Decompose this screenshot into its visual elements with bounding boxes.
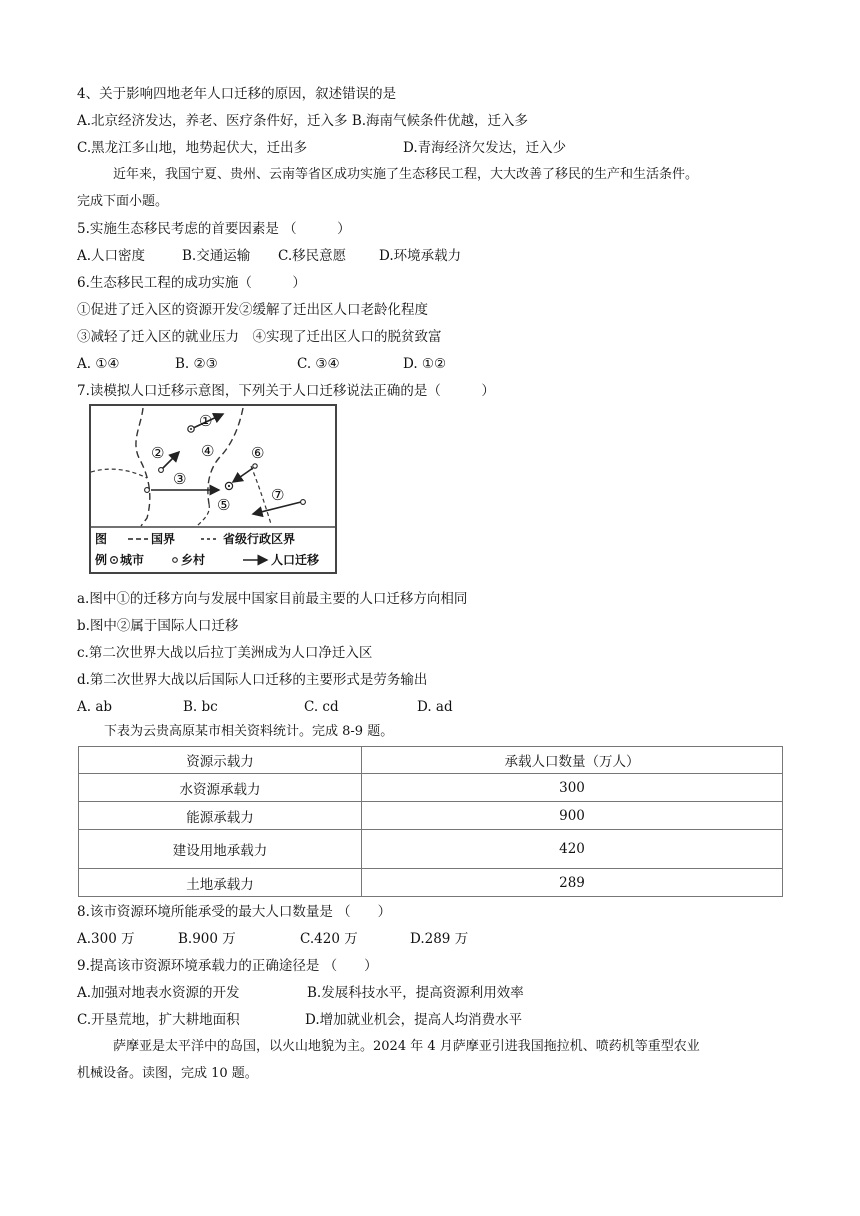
resource-capacity-table bbox=[78, 746, 783, 897]
table-header-population: 承载人口数量（万人） bbox=[362, 747, 783, 774]
table-cell: 能源承载力 bbox=[79, 802, 362, 830]
q8-option-c: C.420 万 bbox=[300, 931, 358, 947]
migration-diagram bbox=[89, 404, 337, 574]
q7-options bbox=[77, 697, 453, 717]
marker-6: ⑥ bbox=[251, 444, 265, 462]
table-cell: 土地承载力 bbox=[79, 869, 362, 897]
q7-stem: 7.读模拟人口迁移示意图，下列关于人口迁移说法正确的是（ ） bbox=[77, 383, 495, 399]
legend-title-1: 图 bbox=[95, 532, 108, 546]
q6-option-b: B. ②③ bbox=[175, 356, 218, 372]
q5-option-a: A.人口密度 bbox=[77, 248, 146, 264]
q6-option-c: C. ③④ bbox=[297, 356, 340, 372]
city-symbol bbox=[225, 482, 232, 489]
q6-stem: 6.生态移民工程的成功实施（ ） bbox=[77, 275, 306, 291]
legend-village-label: 乡村 bbox=[181, 553, 206, 567]
provincial-border-line bbox=[197, 504, 209, 526]
table-cell: 水资源承载力 bbox=[79, 774, 362, 802]
q6-options bbox=[77, 354, 446, 374]
q9-stem: 9.提高该市资源环境承载力的正确途径是 （ ） bbox=[77, 958, 378, 974]
legend-migration-label: 人口迁移 bbox=[271, 553, 320, 567]
provincial-border-line bbox=[251, 466, 271, 524]
q8-option-d: D.289 万 bbox=[410, 931, 469, 947]
legend-border-label: 国界 bbox=[151, 532, 176, 546]
q5-option-d: D.环境承载力 bbox=[379, 248, 462, 264]
q7-option-b: B. bc bbox=[183, 699, 218, 715]
q7-statement-a: a.图中①的迁移方向与发展中国家目前最主要的人口迁移方向相同 bbox=[77, 591, 468, 607]
q7-option-c: C. cd bbox=[304, 699, 339, 715]
q4-option-c: C.黑龙江多山地，地势起伏大，迁出多 bbox=[77, 140, 308, 156]
q7-statement-b: b.图中②属于国际人口迁移 bbox=[77, 618, 239, 634]
marker-4: ④ bbox=[201, 442, 215, 460]
table-row bbox=[79, 830, 783, 869]
migration-arrow-6 bbox=[233, 468, 253, 482]
table-cell: 420 bbox=[362, 830, 783, 869]
passage-table-intro: 下表为云贵高原某市相关资料统计。完成 8-9 题。 bbox=[104, 724, 394, 739]
q7-statement-c: c.第二次世界大战以后拉丁美洲成为人口净迁入区 bbox=[77, 645, 373, 661]
q7-option-d: D. ad bbox=[417, 699, 453, 715]
table-cell: 900 bbox=[362, 802, 783, 830]
national-border-line bbox=[136, 408, 150, 526]
q8-option-b: B.900 万 bbox=[178, 931, 236, 947]
village-symbol bbox=[145, 488, 150, 493]
table-cell: 建设用地承载力 bbox=[79, 830, 362, 869]
table-row bbox=[79, 869, 783, 897]
q5-options bbox=[77, 246, 461, 266]
passage-samoa: 萨摩亚是太平洋中的岛国，以火山地貌为主。2024 年 4 月萨摩亚引进我国拖拉机、喷药机等重型农业 bbox=[113, 1039, 700, 1054]
q4-option-d: D.青海经济欠发达，迁入少 bbox=[403, 140, 567, 156]
table-cell: 300 bbox=[362, 774, 783, 802]
table-cell: 289 bbox=[362, 869, 783, 897]
village-symbol bbox=[301, 500, 306, 505]
marker-5: ⑤ bbox=[217, 496, 231, 514]
q4-options-row1: A.北京经济发达，养老、医疗条件好，迁入多 B.海南气候条件优越，迁入多 bbox=[77, 113, 529, 129]
q5-stem: 5.实施生态移民考虑的首要因素是 （ ） bbox=[77, 221, 351, 237]
q5-option-c: C.移民意愿 bbox=[278, 248, 347, 264]
q6-option-d: D. ①② bbox=[403, 356, 447, 372]
table-row bbox=[79, 802, 783, 830]
q4-stem: 4、关于影响四地老年人口迁移的原因，叙述错误的是 bbox=[77, 86, 397, 102]
q6-items-2: ③减轻了迁入区的就业压力 ④实现了迁出区人口的脱贫致富 bbox=[77, 329, 442, 345]
legend-title-2: 例 bbox=[95, 553, 108, 567]
q8-options bbox=[77, 929, 468, 949]
q9-option-c: C.开垦荒地，扩大耕地面积 bbox=[77, 1012, 240, 1028]
table-header-row bbox=[79, 747, 783, 774]
passage-ecological-migration: 近年来，我国宁夏、贵州、云南等省区成功实施了生态移民工程，大大改善了移民的生产和生活条件。 bbox=[113, 167, 699, 182]
legend-city-label: 城市 bbox=[120, 553, 145, 567]
marker-1: ① bbox=[199, 412, 213, 430]
q9-option-a: A.加强对地表水资源的开发 bbox=[77, 985, 240, 1001]
q6-items-1: ①促进了迁入区的资源开发②缓解了迁出区人口老龄化程度 bbox=[77, 302, 428, 318]
marker-7: ⑦ bbox=[271, 486, 285, 504]
legend-row-1 bbox=[91, 528, 335, 550]
q9-option-d: D.增加就业机会，提高人均消费水平 bbox=[305, 1012, 523, 1028]
marker-3: ③ bbox=[173, 470, 187, 488]
passage-samoa-instruction: 机械设备。读图，完成 10 题。 bbox=[77, 1066, 258, 1081]
village-symbol bbox=[159, 468, 164, 473]
provincial-border-line bbox=[91, 469, 147, 478]
q6-option-a: A. ①④ bbox=[77, 356, 120, 372]
table-header-resource: 资源示载力 bbox=[79, 747, 362, 774]
table-row bbox=[79, 774, 783, 802]
legend-row-2 bbox=[91, 549, 335, 571]
q7-statement-d: d.第二次世界大战以后国际人口迁移的主要形式是劳务输出 bbox=[77, 672, 428, 688]
q9-option-b: B.发展科技水平，提高资源利用效率 bbox=[307, 985, 524, 1001]
city-symbol bbox=[188, 426, 194, 432]
q5-option-b: B.交通运输 bbox=[182, 248, 251, 264]
q7-option-a: A. ab bbox=[77, 699, 113, 715]
legend-province-label: 省级行政区界 bbox=[223, 532, 296, 546]
marker-2: ② bbox=[151, 444, 165, 462]
q8-option-a: A.300 万 bbox=[77, 931, 135, 947]
village-symbol bbox=[253, 464, 257, 468]
passage-instruction: 完成下面小题。 bbox=[77, 194, 169, 209]
q8-stem: 8.该市资源环境所能承受的最大人口数量是 （ ） bbox=[77, 904, 392, 920]
